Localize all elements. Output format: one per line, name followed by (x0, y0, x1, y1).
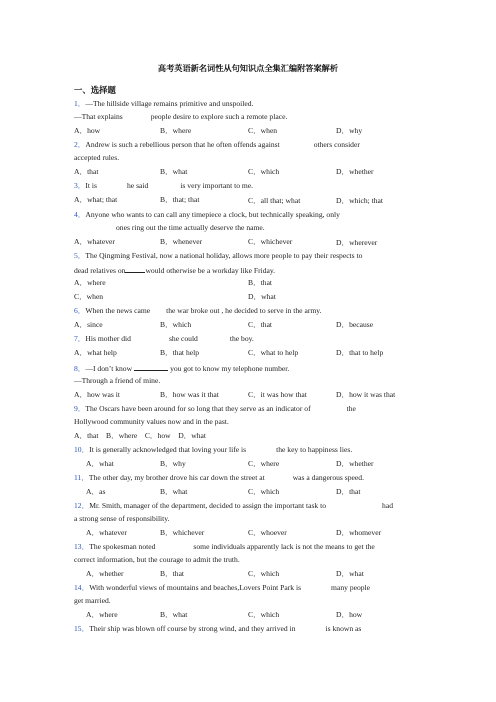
option-b: B．what (160, 167, 188, 176)
question-13 (74, 543, 375, 551)
option-d: D．whether (336, 459, 374, 468)
option-b: B．where (160, 126, 192, 135)
question-14-line-2: get married. (74, 596, 111, 605)
option-a: A．as (86, 487, 106, 496)
question-text: —I don’t know (85, 364, 133, 373)
question-number: 4． (74, 210, 86, 219)
question-9-options: A．that B．where C．how D．what (74, 431, 207, 440)
question-2 (74, 141, 360, 149)
option-c: C．which (248, 569, 280, 578)
option-a: A．how (74, 126, 101, 135)
question-5 (74, 252, 362, 260)
question-text: The other day, my brother drove his car down the street at (88, 473, 265, 482)
question-number: 15． (74, 624, 90, 633)
question-text: With wonderful views of mountains and beaches,Lovers Point Park is (89, 583, 302, 592)
option-c: C．whichever (248, 237, 293, 246)
option-b: B．whenever (160, 237, 203, 246)
question-4 (74, 211, 340, 219)
question-13-line-2: correct information, but the courage to admit the truth. (74, 555, 240, 564)
option-d: D．that (336, 487, 361, 496)
question-11 (74, 474, 364, 482)
question-text: others consider (313, 140, 360, 149)
question-9-line-2: Hollywood community values now and in the past. (74, 417, 229, 426)
option-c: C．what to help (248, 348, 299, 357)
option-b: B．whichever (160, 528, 205, 537)
option-b: B．that (248, 278, 273, 287)
option-a: A．where (86, 610, 118, 619)
option-b: B．why (160, 459, 186, 468)
option-d: D．whether (336, 167, 374, 176)
question-text: he said (127, 181, 149, 190)
question-text: The Oscars have been around for so long that they serve as an indicator of (85, 404, 311, 413)
question-text: It is (85, 181, 97, 190)
option-a: A．that (74, 167, 99, 176)
question-2-line-2: accepted rules. (74, 153, 120, 162)
question-12 (74, 502, 393, 510)
option-c: C．it was how that (248, 390, 307, 399)
option-c: C．all that; what (248, 196, 301, 205)
option-d: D．because (336, 320, 374, 329)
answer-blank (134, 363, 168, 371)
option-c: C．that (248, 320, 273, 329)
question-1-line-2 (74, 113, 287, 121)
question-text: the key to happiness lies. (276, 445, 353, 454)
question-4-line-2: ones ring out the time actually deserve the name. (116, 223, 265, 232)
question-text: dead relatives on (74, 266, 126, 275)
option-a: A．since (74, 320, 103, 329)
question-text: the boy. (229, 334, 254, 343)
question-text: people desire to explore such a remote place. (150, 112, 288, 121)
option-d: D．wherever (336, 238, 378, 247)
question-number: 8． (74, 364, 86, 373)
option-b: B．what (160, 487, 188, 496)
question-text: had (382, 501, 393, 510)
question-10 (74, 446, 352, 454)
question-number: 1． (74, 99, 86, 108)
question-8-line-2: —Through a friend of mine. (74, 376, 161, 385)
option-c: C．when (74, 292, 104, 301)
question-14 (74, 584, 370, 592)
question-text: His mother did (85, 334, 131, 343)
question-text: the war broke out , he decided to serve in the army. (166, 306, 322, 315)
option-b: B．how was it that (160, 390, 219, 399)
option-c: C．when (248, 126, 278, 135)
question-text: When the news came (85, 306, 151, 315)
option-d: D．whomever (336, 528, 382, 537)
question-text: Their ship was blown off course by strong wind, and they arrived in (89, 624, 296, 633)
question-number: 10． (74, 445, 90, 454)
option-b: B．that help (160, 348, 200, 357)
option-a: A．where (74, 278, 106, 287)
option-a: A．whether (86, 569, 124, 578)
question-number: 2． (74, 140, 86, 149)
option-b: B．which (160, 320, 192, 329)
question-number: 14． (74, 583, 90, 592)
question-text: the (346, 404, 356, 413)
option-a: A．whatever (74, 237, 115, 246)
question-number: 3． (74, 181, 86, 190)
option-c: C．whoever (248, 528, 287, 537)
question-text: she could (168, 334, 198, 343)
question-text: Mr. Smith, manager of the department, decided to assign the important task to (89, 501, 327, 510)
option-a: A．what help (74, 348, 117, 357)
answer-blank (125, 265, 145, 273)
option-d: D．how it was that (336, 390, 396, 399)
question-text: would otherwise be a workday like Friday. (145, 266, 276, 275)
question-8 (74, 363, 289, 373)
question-7 (74, 335, 254, 343)
section-heading: 一、选择题 (74, 85, 116, 95)
question-text: It is generally acknowledged that loving your life is (89, 445, 247, 454)
question-text: is known as (325, 624, 362, 633)
question-text: Anyone who wants to can call any timepiece a clock, but technically speaking, only (85, 210, 340, 219)
option-d: D．that to help (336, 348, 384, 357)
question-text: The spokesman noted (89, 542, 156, 551)
option-b: B．that (160, 569, 185, 578)
question-text: —The hillside village remains primitive and unspoiled. (85, 99, 254, 108)
question-text: The Qingming Festival, now a national holiday, allows more people to pay their respects to (85, 251, 363, 260)
option-a: A．how was it (74, 390, 120, 399)
option-d: D．what (336, 569, 364, 578)
option-a: A．what; that (74, 195, 118, 204)
question-number: 7． (74, 334, 86, 343)
option-c: C．which (248, 610, 280, 619)
question-9 (74, 405, 356, 413)
option-b: B．that; that (160, 195, 200, 204)
option-a: A．whatever (86, 528, 127, 537)
option-a: A．what (86, 459, 114, 468)
option-c: C．which (248, 167, 280, 176)
option-d: D．how (336, 610, 363, 619)
question-text: many people (331, 583, 371, 592)
question-number: 11． (74, 473, 89, 482)
question-text: you got to know my telephone number. (170, 364, 290, 373)
document-title: 高考英语新名词性从句知识点全集汇编附答案解析 (157, 63, 339, 73)
option-d: D．what (248, 292, 276, 301)
question-text: —That explains (74, 112, 123, 121)
question-text: Andrew is such a rebellious person that he often offends against (85, 140, 280, 149)
question-text: was a dangerous speed. (292, 473, 364, 482)
option-b: B．what (160, 610, 188, 619)
question-6 (74, 307, 321, 315)
question-number: 9． (74, 404, 86, 413)
question-1 (74, 100, 253, 108)
question-number: 5． (74, 251, 86, 260)
option-c: C．where (248, 459, 280, 468)
question-text: is very important to me. (180, 181, 254, 190)
question-3 (74, 182, 253, 190)
option-c: C．which (248, 487, 280, 496)
question-12-line-2: a strong sense of responsibility. (74, 514, 170, 523)
question-15 (74, 625, 361, 633)
option-d: D．which; that (336, 196, 384, 205)
question-number: 6． (74, 306, 86, 315)
question-number: 13． (74, 542, 90, 551)
question-text: some individuals apparently lack is not the means to get the (193, 542, 375, 551)
question-number: 12． (74, 501, 90, 510)
question-5-line-2 (74, 265, 275, 275)
option-d: D．why (336, 126, 363, 135)
